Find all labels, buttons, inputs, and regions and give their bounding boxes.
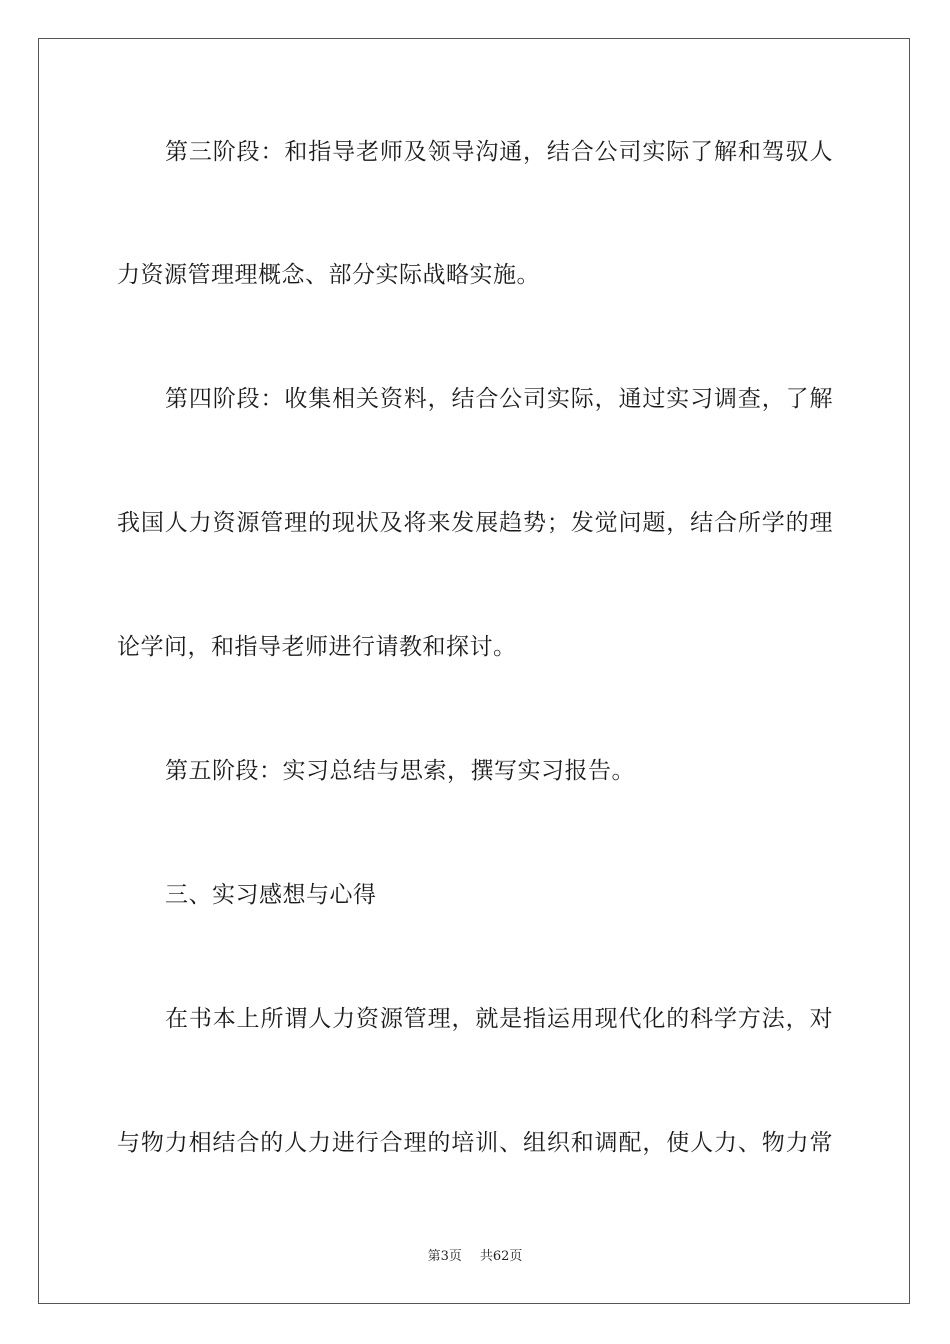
page-total: 共62页 — [479, 1249, 523, 1264]
paragraph-line: 论学问，和指导老师进行请教和探讨。 — [117, 634, 517, 660]
paragraph-line: 在书本上所谓人力资源管理，就是指运用现代化的科学方法，对 — [165, 1006, 833, 1032]
page-number: 第3页 — [427, 1249, 462, 1264]
paragraph-line: 我国人力资源管理的现状及将来发展趋势；发觉问题，结合所学的理 — [117, 510, 833, 536]
paragraph-line: 与物力相结合的人力进行合理的培训、组织和调配，使人力、物力常 — [117, 1130, 833, 1156]
paragraph-line: 第四阶段：收集相关资料，结合公司实际，通过实习调查，了解 — [165, 386, 833, 412]
paragraph-line: 力资源管理理概念、部分实际战略实施。 — [117, 262, 540, 288]
paragraph-line: 第三阶段：和指导老师及领导沟通，结合公司实际了解和驾驭人 — [165, 139, 833, 165]
section-heading: 三、实习感想与心得 — [165, 882, 377, 908]
page-border — [38, 38, 910, 1304]
paragraph-line: 第五阶段：实习总结与思索，撰写实习报告。 — [165, 758, 635, 784]
page-footer — [0, 1248, 950, 1266]
